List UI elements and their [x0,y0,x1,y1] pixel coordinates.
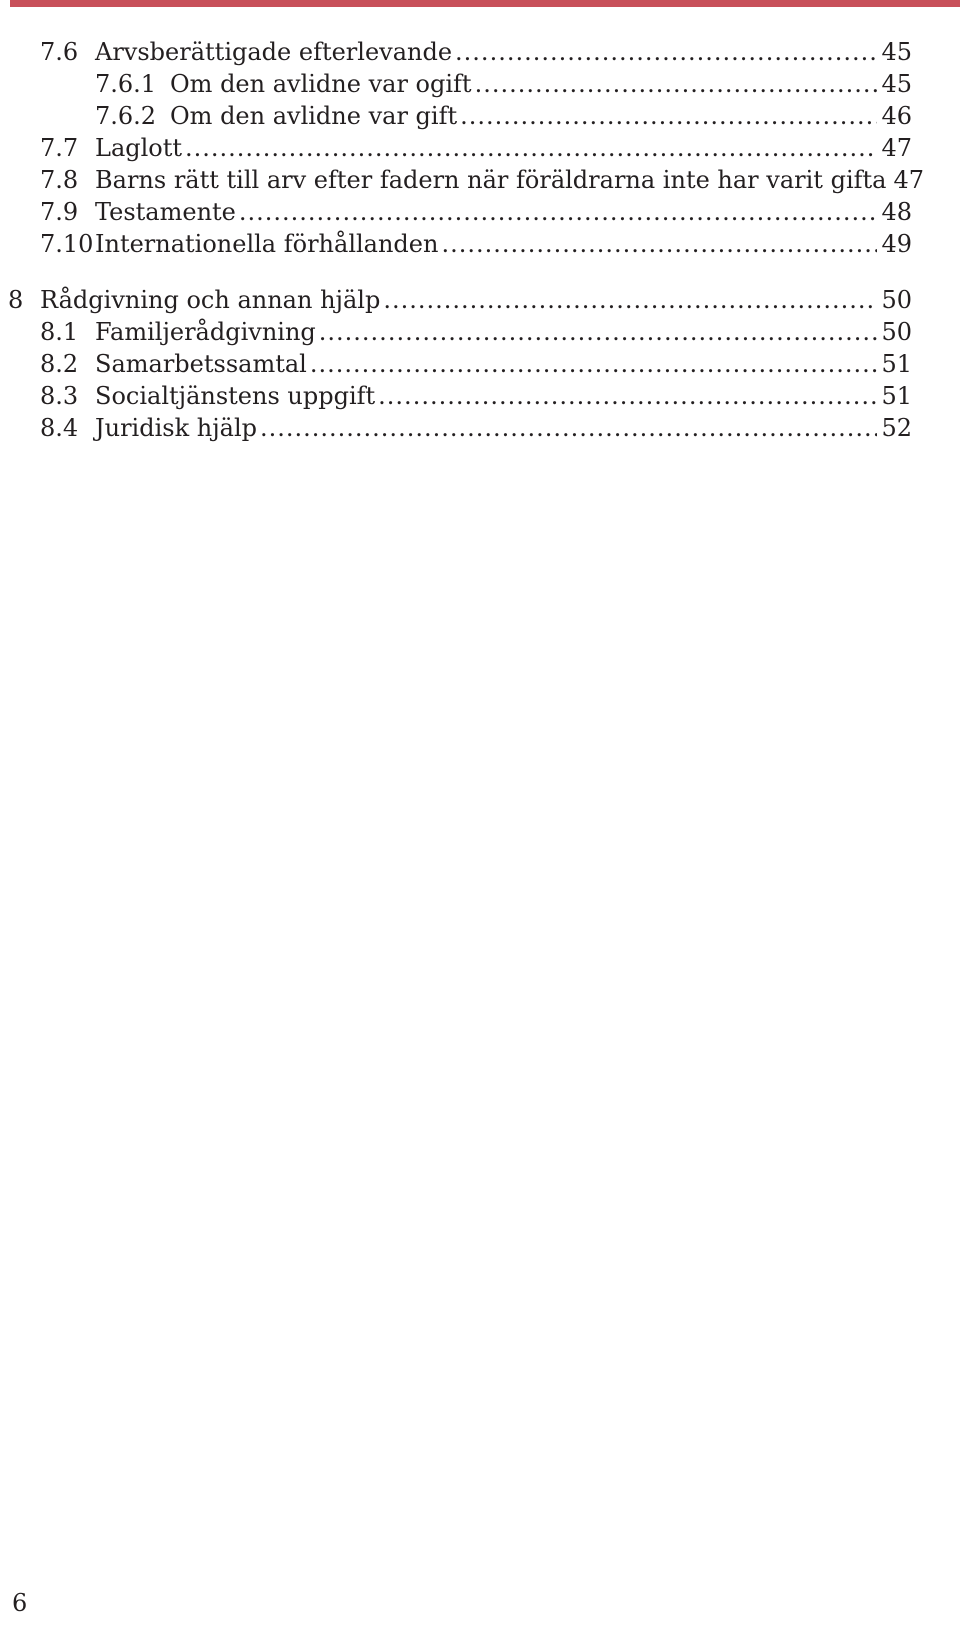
dot-leader [441,228,877,260]
toc-chapter-title: Rådgivning och annan hjälp [40,286,381,314]
toc-entry-page: 50 [881,286,912,314]
toc-entry[interactable] [40,196,912,228]
toc-entry-page: 48 [881,198,912,226]
toc-entry[interactable] [40,228,912,260]
toc-entry-number: 8.3 [40,382,79,410]
toc-entry[interactable] [40,348,912,380]
table-of-contents [8,36,924,444]
toc-entry-title: Internationella förhållanden [95,230,439,258]
toc-entry-number: 7.6 [40,38,79,66]
toc-entry[interactable] [40,36,912,68]
toc-chapter-number: 8 [8,286,24,314]
toc-chapter-entry[interactable] [8,284,912,316]
toc-entry-number: 7.7 [40,134,79,162]
toc-entry-number: 8.1 [40,318,79,346]
toc-entry[interactable] [40,132,912,164]
toc-entry-page: 52 [881,414,912,442]
toc-entry-number: 7.10 [40,230,94,258]
toc-entry-title: Om den avlidne var ogift [170,70,472,98]
toc-entry-title: Familjerådgivning [95,318,316,346]
toc-entry-number: 7.6.2 [95,102,157,130]
toc-entry-page: 45 [881,70,912,98]
dot-leader [475,68,878,100]
toc-entry-page: 50 [881,318,912,346]
toc-entry-page: 51 [881,382,912,410]
toc-entry-page: 46 [881,102,912,130]
toc-entry-page: 49 [881,230,912,258]
toc-entry[interactable] [40,316,912,348]
toc-entry-number: 8.4 [40,414,79,442]
dot-leader [260,412,877,444]
toc-entry-title: Samarbetssamtal [95,350,307,378]
toc-entry-number: 7.9 [40,198,79,226]
dot-leader [455,36,877,68]
toc-entry-title: Socialtjänstens uppgift [95,382,376,410]
toc-entry[interactable] [40,412,912,444]
toc-entry-number: 8.2 [40,350,79,378]
toc-entry-page: 47 [893,166,924,194]
toc-entry-title: Laglott [95,134,183,162]
top-rule [10,0,960,7]
section-gap [40,260,912,284]
toc-entry-title: Testamente [95,198,236,226]
dot-leader [378,380,877,412]
toc-entry-title: Juridisk hjälp [95,414,257,442]
toc-entry-title: Barns rätt till arv efter fadern när föräldrarna inte har varit gifta [95,166,887,194]
dot-leader [383,284,877,316]
toc-entry-page: 45 [881,38,912,66]
dot-leader [185,132,877,164]
toc-entry-number: 7.6.1 [95,70,157,98]
dot-leader [460,100,877,132]
toc-entry-number: 7.8 [40,166,79,194]
toc-entry-title: Om den avlidne var gift [170,102,458,130]
toc-entry-page: 51 [881,350,912,378]
page-number: 6 [12,1589,28,1617]
dot-leader [310,348,878,380]
dot-leader [319,316,878,348]
toc-entry-page: 47 [881,134,912,162]
toc-subentry[interactable] [40,100,912,132]
toc-subentry[interactable] [40,68,912,100]
toc-entry[interactable] [40,164,924,196]
dot-leader [239,196,878,228]
toc-entry-title: Arvsberättigade efterlevande [95,38,453,66]
toc-entry[interactable] [40,380,912,412]
